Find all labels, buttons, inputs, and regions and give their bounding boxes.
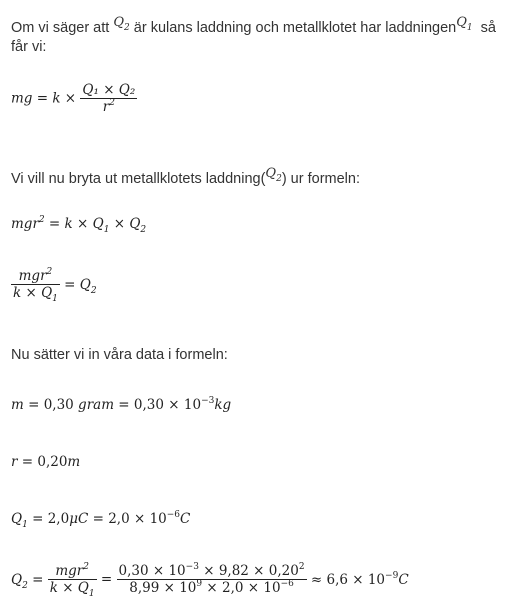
- equation-radius: r = 0,20m: [11, 454, 81, 470]
- equation-rearranged: $mgr^2 = k \times Q_1 \times Q_2$: [11, 215, 147, 235]
- intro-text-line2: får vi:: [11, 39, 47, 55]
- data-intro-text: Nu sätter vi in våra data i formeln:: [11, 347, 228, 363]
- isolate-paragraph: [11, 164, 501, 189]
- intro-text-1: Om vi säger att: [11, 20, 114, 36]
- eq1-lhs: mg = k ×: [11, 90, 77, 107]
- equation-final-result: $Q_2$ = $\frac{mgr^2}{k \times Q_1}$ = $\frac{0,30 \times 10^{-3} \times 9,82 \times 0,20^2}{8,99 \times 10^9 \times 2,0 \times 10^{-6}}$ ≈ $6,6 \times 10^{-9}C$: [11, 562, 409, 599]
- symbol-q2: $Q_2$: [113, 15, 130, 33]
- eq7-result: ≈ $6,6 \times 10^{-9}C$: [306, 570, 409, 588]
- eq1-fraction: [80, 82, 137, 115]
- intro-text-2: är kulans laddning och metallklotet har laddningen: [129, 20, 457, 36]
- isolate-text-2: ) ur formeln:: [281, 171, 360, 187]
- eq7-lhs: $Q_2$ =: [11, 571, 48, 591]
- intro-text-3: så: [472, 20, 496, 36]
- equation-charge-q1: $Q_1 = 2,0\mu C = 2,0 \times 10^{-6}C$: [11, 510, 191, 530]
- eq3-denominator: $k \times Q_1$: [13, 285, 58, 304]
- eq1-numerator: Q₁ × Q₂: [82, 82, 136, 98]
- eq3-fraction: [11, 267, 60, 304]
- equation-mass: m = 0,30 gram = $0,30 \times 10^{-3}kg$: [11, 396, 232, 413]
- symbol-q1: $Q_1$: [456, 15, 473, 33]
- eq7-fraction-numeric: $\frac{0,30 \times 10^{-3} \times 9,82 \times 0,20^2}{8,99 \times 10^9 \times 2,0 \times 10^{-6}}$: [118, 562, 305, 596]
- intro-paragraph: [11, 13, 501, 57]
- eq3-numerator: mgr$^2$: [11, 268, 60, 285]
- symbol-q2-inline: $Q_2$: [265, 166, 282, 184]
- eq1-denominator: $r^2$: [102, 98, 115, 115]
- isolate-text-1: Vi vill nu bryta ut metallklotets laddning(: [11, 171, 266, 187]
- data-intro-paragraph: [11, 346, 228, 365]
- equation-force-balance: [11, 82, 137, 115]
- equation-solved-q2: [11, 267, 97, 304]
- eq7-fraction-symbolic: $\frac{mgr^2}{k \times Q_1}$: [49, 562, 95, 599]
- eq3-rhs: = $Q_2$: [59, 276, 97, 296]
